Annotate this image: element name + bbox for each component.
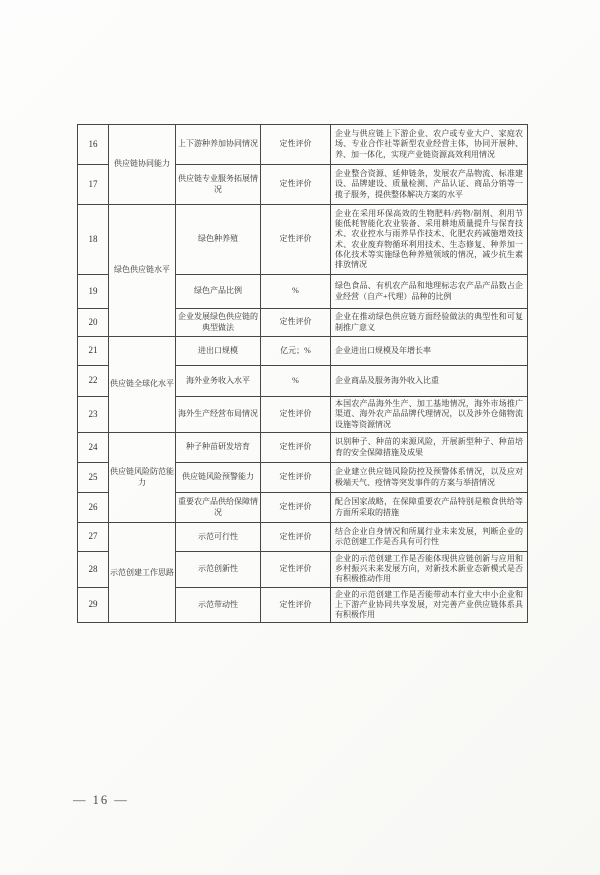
row-number-cell: 20: [78, 309, 109, 337]
description-cell: 识别种子、种苗的来源风险，开展新型种子、种苗培育的安全保障措施及成果: [331, 433, 528, 463]
indicator-cell: 种子种苗研发培育: [176, 433, 261, 463]
unit-cell: %: [261, 275, 331, 309]
row-number-cell: 28: [78, 552, 109, 588]
indicator-cell: 示范可行性: [176, 523, 261, 552]
row-number-cell: 19: [78, 275, 109, 309]
row-number-cell: 22: [78, 366, 109, 397]
description-cell: 企业商品及服务海外收入比重: [331, 366, 528, 397]
category-cell: 供应链风险防范能力: [109, 433, 176, 523]
unit-cell: 定性评价: [261, 397, 331, 433]
table-row: [78, 205, 528, 275]
description-cell: 企业在采用环保高效的生物肥料/药物/制剂、利用节能低耗智能化农业装备、采用耕地质量提升与保育技术、农业控水与雨养旱作技术、化肥农药减施增效技术、农业废弃物循环利用技术、生态修复、种养加一体化技术等实施绿色种养殖领域的情况，减少抗生素排放情况: [331, 205, 528, 275]
unit-cell: %: [261, 366, 331, 397]
indicator-cell: 绿色产品比例: [176, 275, 261, 309]
unit-cell: 定性评价: [261, 309, 331, 337]
description-cell: 配合国家战略，在保障重要农产品特别是粮食供给等方面所采取的措施: [331, 493, 528, 523]
description-cell: 企业的示范创建工作是否能体现供应链创新与应用和乡村振兴未来发展方向，对新技术新业态新模式是否有积极推动作用: [331, 552, 528, 588]
indicator-cell: 绿色种养殖: [176, 205, 261, 275]
indicator-cell: 重要农产品供给保障情况: [176, 493, 261, 523]
indicator-table: [77, 124, 528, 623]
indicator-cell: 海外业务收入水平: [176, 366, 261, 397]
indicator-cell: 供应链风险预警能力: [176, 463, 261, 493]
category-cell: 供应链全球化水平: [109, 337, 176, 433]
indicator-cell: 企业发展绿色供应链的典型做法: [176, 309, 261, 337]
description-cell: 企业整合资源、延伸链条，发展农产品物流、标准建设、品牌建设、质量检测、产品认证、商品分销等一揽子服务，提供整体解决方案的水平: [331, 165, 528, 205]
unit-cell: 定性评价: [261, 587, 331, 623]
unit-cell: 定性评价: [261, 125, 331, 165]
unit-cell: 定性评价: [261, 165, 331, 205]
description-cell: 企业的示范创建工作是否能带动本行业大中小企业和上下游产业协同共享发展，对完善产业供应链体系具有积极作用: [331, 587, 528, 623]
indicator-cell: 上下游种养加协同情况: [176, 125, 261, 165]
unit-cell: 定性评价: [261, 523, 331, 552]
table-row: [78, 433, 528, 463]
category-cell: 绿色供应链水平: [109, 205, 176, 337]
indicator-table-wrap: [77, 124, 527, 623]
description-cell: 企业进出口规模及年增长率: [331, 337, 528, 366]
row-number-cell: 17: [78, 165, 109, 205]
row-number-cell: 23: [78, 397, 109, 433]
row-number-cell: 25: [78, 463, 109, 493]
row-number-cell: 24: [78, 433, 109, 463]
indicator-cell: 示范带动性: [176, 587, 261, 623]
category-cell: 供应链协同能力: [109, 125, 176, 205]
category-cell: 示范创建工作思路: [109, 523, 176, 623]
unit-cell: 定性评价: [261, 205, 331, 275]
scan-artifact: [0, 0, 92, 30]
row-number-cell: 21: [78, 337, 109, 366]
unit-cell: 定性评价: [261, 433, 331, 463]
description-cell: 绿色食品、有机农产品和地理标志农产品产品数占企业经营（自产+代理）品种的比例: [331, 275, 528, 309]
table-row: [78, 125, 528, 165]
row-number-cell: 26: [78, 493, 109, 523]
unit-cell: 定性评价: [261, 552, 331, 588]
table-row: [78, 523, 528, 552]
indicator-cell: 进出口规模: [176, 337, 261, 366]
indicator-cell: 示范创新性: [176, 552, 261, 588]
unit-cell: 亿元；%: [261, 337, 331, 366]
unit-cell: 定性评价: [261, 493, 331, 523]
row-number-cell: 27: [78, 523, 109, 552]
description-cell: 企业与供应链上下游企业、农户或专业大户、家庭农场、专业合作社等新型农业经营主体，协同开展种、养、加一体化，实现产业链资源高效利用情况: [331, 125, 528, 165]
table-row: [78, 337, 528, 366]
row-number-cell: 16: [78, 125, 109, 165]
description-cell: 本国农产品海外生产、加工基地情况，海外市场推广渠道、海外农产品品牌代理情况，以及涉外仓储物流设施等资源情况: [331, 397, 528, 433]
row-number-cell: 18: [78, 205, 109, 275]
page-number: — 16 —: [73, 793, 129, 807]
description-cell: 企业在推动绿色供应链方面经验做法的典型性和可复制推广意义: [331, 309, 528, 337]
indicator-cell: 供应链专业服务拓展情况: [176, 165, 261, 205]
description-cell: 企业建立供应链风险防控及预警体系情况，以及应对极端天气、疫情等突发事件的方案与举措情况: [331, 463, 528, 493]
unit-cell: 定性评价: [261, 463, 331, 493]
row-number-cell: 29: [78, 587, 109, 623]
description-cell: 结合企业自身情况和所属行业未来发展，判断企业的示范创建工作是否具有可行性: [331, 523, 528, 552]
indicator-cell: 海外生产经营布局情况: [176, 397, 261, 433]
